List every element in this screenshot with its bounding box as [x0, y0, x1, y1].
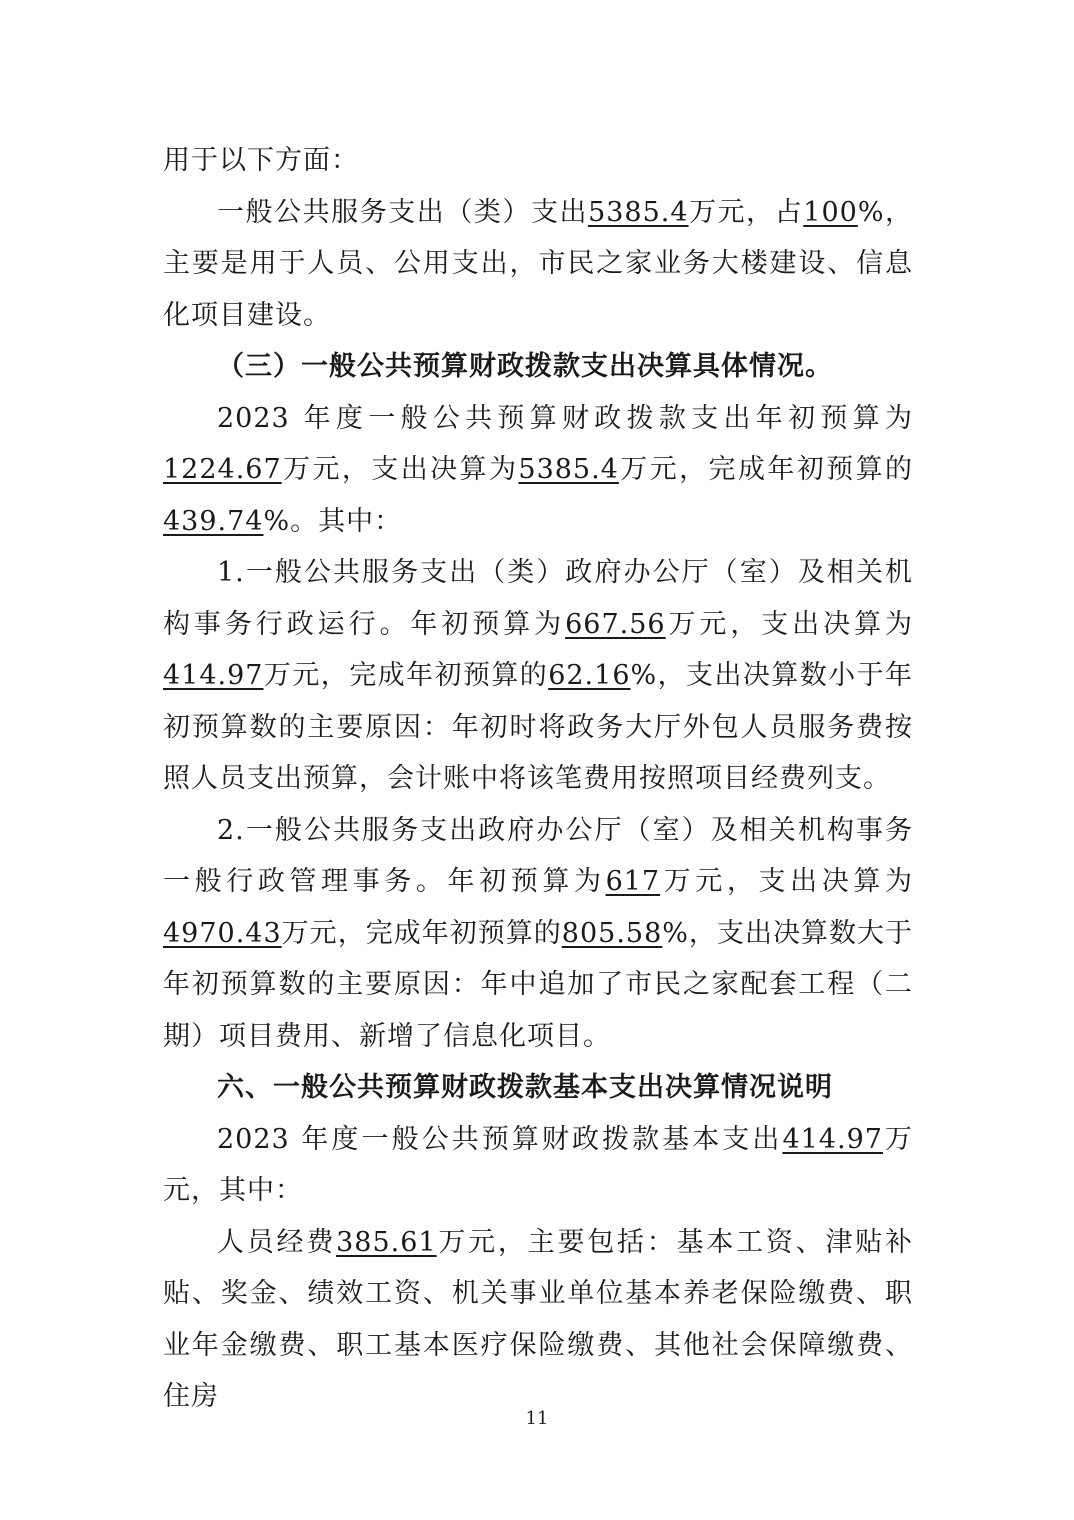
amount-value: 4970.43 [163, 917, 282, 949]
text: 人员经费 [217, 1226, 337, 1258]
amount-value: 385.61 [336, 1226, 437, 1258]
text: 用于以下方面： [163, 145, 359, 176]
amount-value: 617 [605, 866, 661, 897]
section-heading-6 [163, 1062, 913, 1114]
text: 万元，占 [688, 196, 804, 228]
text: %，支出决算数大于年初预算数的主要原因：年中追加了市民之家配套工程（二期）项目费用、新增了信息化项目。 [163, 917, 914, 1052]
amount-value: 5385.4 [518, 454, 619, 485]
heading-text: （三）一般公共预算财政拨款支出决算具体情况。 [217, 351, 833, 382]
text: 万元，完成年初预算的 [263, 660, 549, 691]
document-body [163, 135, 913, 1423]
text: 一般公共服务支出（类）支出 [217, 196, 589, 228]
amount-value: 414.97 [163, 660, 264, 691]
paragraph-general-services [163, 187, 913, 342]
text: 万元，支出决算为 [281, 454, 519, 485]
text: 万元，主要包括：基本工资、津贴补贴、奖金、绩效工资、机关事业单位基本养老保险缴费、职业年金缴费、职工基本医疗保险缴费、其他社会保障缴费、住房 [163, 1226, 914, 1412]
paragraph-basic-expenditure [163, 1114, 913, 1217]
paragraph-item-1 [163, 547, 913, 805]
section-heading-3 [163, 341, 913, 393]
text: 万元，支出决算为 [660, 866, 914, 897]
text: 万元，支出决算为 [665, 608, 914, 640]
paragraph-intro [163, 135, 913, 187]
percent-value: 62.16 [548, 660, 631, 691]
amount-value: 5385.4 [588, 196, 689, 228]
text: 1.一般公共服务支出（类）政府办公厅（室）及相关机构事务行政运行。年初预算为 [163, 557, 913, 640]
paragraph-item-2 [163, 805, 913, 1063]
amount-value: 1224.67 [163, 454, 282, 485]
amount-value: 414.97 [782, 1123, 883, 1155]
page-number: 11 [525, 1408, 549, 1429]
heading-text: 六、一般公共预算财政拨款基本支出决算情况说明 [217, 1072, 833, 1103]
text: %，支出决算数小于年初预算数的主要原因：年初时将政务大厅外包人员服务费按照人员支出预算，会计账中将该笔费用按照项目经费列支。 [163, 660, 914, 794]
percent-value: 100 [803, 196, 858, 228]
text: %，主要是用于人员、公用支出，市民之家业务大楼建设、信息化项目建设。 [163, 196, 914, 331]
percent-value: 805.58 [561, 917, 663, 949]
text: 2023 年度一般公共预算财政拨款支出年初预算为 [217, 402, 913, 434]
text: 万元，完成年初预算的 [618, 454, 914, 485]
text: 2.一般公共服务支出政府办公厅（室）及相关机构事务一般行政管理事务。年初预算为 [163, 814, 913, 897]
percent-value: 439.74 [163, 505, 264, 537]
text: %。其中： [263, 505, 403, 537]
paragraph-personnel [163, 1217, 913, 1423]
text: 万元，其中： [163, 1123, 914, 1206]
text: 2023 年度一般公共预算财政拨款基本支出 [217, 1123, 783, 1155]
amount-value: 667.56 [565, 608, 666, 640]
paragraph-budget-2023 [163, 393, 913, 548]
text: 万元，完成年初预算的 [281, 917, 562, 949]
